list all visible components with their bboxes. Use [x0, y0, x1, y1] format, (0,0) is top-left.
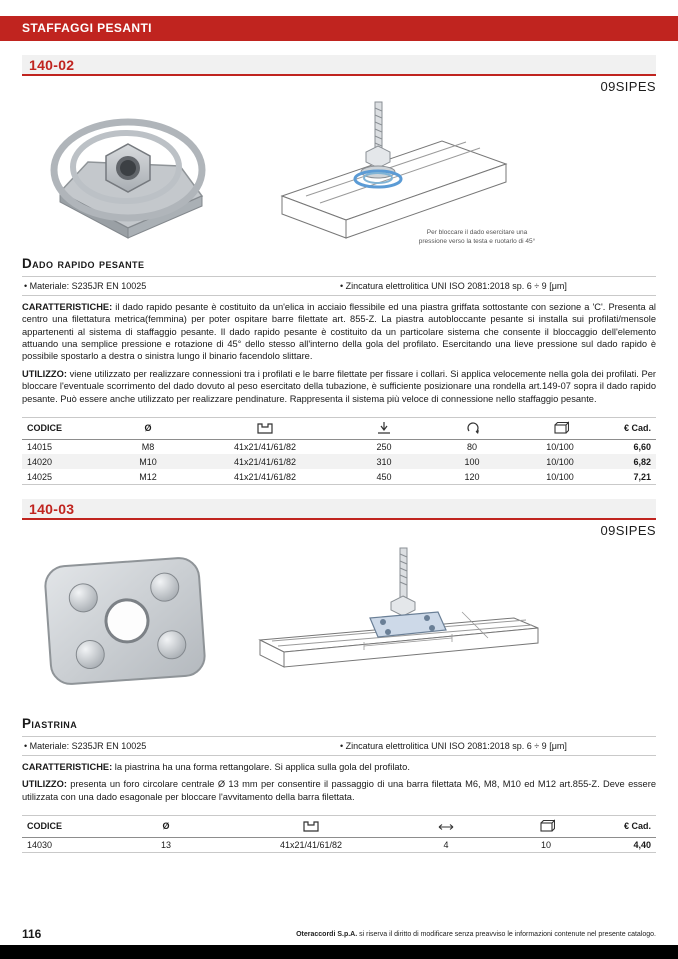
cell-torque: 80 [466, 442, 477, 453]
footer-company: Oteraccordi S.p.A. [296, 930, 358, 938]
col-load [340, 417, 428, 439]
cell-price: 6,60 [633, 442, 651, 453]
col-diameter: Ø [162, 821, 170, 832]
col-diameter: Ø [144, 423, 152, 434]
cell-package: 10/100 [546, 456, 574, 467]
table-header-row [22, 417, 656, 439]
technical-drawing [258, 96, 538, 248]
cell-diameter: M8 [141, 442, 155, 453]
brand-label: 09SIPES [600, 79, 656, 94]
rapid-nut-drawing [258, 96, 538, 248]
product-code-bar [22, 55, 656, 76]
product-title: Dado rapido pesante [22, 256, 145, 271]
material-spec: • Materiale: S235JR EN 10025 [24, 281, 147, 291]
figures-row [22, 540, 656, 708]
col-profile [226, 815, 396, 837]
material-spec: • Materiale: S235JR EN 10025 [24, 740, 147, 751]
product-table [22, 815, 656, 853]
cell-profile: 41x21/41/61/82 [233, 471, 297, 482]
cell-price: 6,82 [633, 456, 651, 467]
footer-note [296, 931, 656, 938]
category-banner: STAFFAGGI PESANTI [0, 16, 678, 41]
utilizzo-text: presenta un foro circolare centrale Ø 13 mm per consentire il passaggio di una barra filettata M6, M8, M10 ed M12 art.855-Z. Deve essere utilizzata con una dado esagonale per bloccare l'avvitamento della barra filettata. [22, 779, 656, 802]
cell-torque: 120 [464, 471, 480, 482]
cell-profile: 41x21/41/61/82 [233, 442, 297, 453]
table-row [22, 454, 656, 469]
cell-codice: 14030 [27, 839, 53, 850]
col-codice: CODICE [27, 423, 63, 434]
drawing-caption: Per bloccare il dado esercitare una pressione verso la testa e ruotarlo di 45° [418, 229, 536, 245]
caratteristiche-paragraph [22, 761, 656, 773]
cell-diameter: M10 [139, 456, 157, 467]
table-row [22, 439, 656, 454]
cell-diameter: 13 [160, 839, 171, 850]
cell-price: 4,40 [633, 839, 651, 850]
cell-codice: 14015 [27, 442, 53, 453]
technical-drawing [252, 540, 542, 708]
product-table [22, 417, 656, 485]
col-torque [428, 417, 516, 439]
rapid-nut-photo [30, 96, 226, 248]
cell-codice: 14025 [27, 471, 53, 482]
cell-load: 250 [376, 442, 392, 453]
col-package [516, 417, 604, 439]
load-arrow-icon [376, 421, 392, 435]
coating-spec: • Zincatura elettrolitica UNI ISO 2081:2018 sp. 6 ÷ 9 [μm] [340, 281, 567, 291]
col-price: € Cad. [623, 821, 651, 832]
plate-photo [30, 540, 220, 702]
col-profile [190, 417, 340, 439]
caratteristiche-paragraph [22, 301, 656, 363]
package-icon [552, 421, 569, 435]
caratteristiche-text: la piastrina ha una forma rettangolare. Si applica sulla gola del profilato. [112, 761, 410, 772]
col-price: € Cad. [623, 423, 651, 434]
utilizzo-label: UTILIZZO: [22, 368, 67, 379]
page-content [0, 55, 678, 853]
table-header-row [22, 815, 656, 837]
product-code: 140-02 [29, 57, 75, 73]
cell-codice: 14020 [27, 456, 53, 467]
coating-spec: • Zincatura elettrolitica UNI ISO 2081:2018 sp. 6 ÷ 9 [μm] [340, 740, 567, 751]
thickness-icon [437, 822, 455, 832]
specs-row [22, 276, 656, 296]
rail-profile-icon [302, 820, 320, 833]
plate-drawing [252, 540, 542, 708]
cell-diameter: M12 [139, 471, 157, 482]
cell-load: 310 [376, 456, 392, 467]
utilizzo-text: viene utilizzato per realizzare connessioni tra i profilati e le barre filettate per fissare i collari. Si applica velocemente nella gola dei profilati. Per bloccare l'eventuale scorrimento del dado dovuto al peso esercitato della tubazione, è sufficiente posizionare una rondella art.149-07 sopra il dado rapido pesante. Può essere anche utilizzato per realizzare pendinature. Rappresenta il sistema più veloce di connessione nello staffaggio pesante. [22, 368, 656, 404]
product-photo [30, 96, 226, 248]
bottom-black-bar [0, 945, 678, 959]
col-codice: CODICE [27, 821, 63, 832]
cell-load: 450 [376, 471, 392, 482]
product-title: Piastrina [22, 715, 78, 731]
cell-thickness: 4 [443, 839, 449, 850]
package-icon [538, 819, 555, 833]
cell-package: 10/100 [546, 442, 574, 453]
cell-package: 10/100 [546, 471, 574, 482]
brand-label: 09SIPES [600, 522, 656, 538]
cell-profile: 41x21/41/61/82 [279, 839, 343, 850]
product-section-140-03 [22, 499, 656, 853]
page-footer [0, 925, 678, 943]
caratteristiche-label: CARATTERISTICHE: [22, 761, 113, 772]
cell-price: 7,21 [633, 471, 651, 482]
specs-row [22, 736, 656, 756]
table-row [22, 837, 656, 852]
product-code: 140-03 [29, 500, 75, 517]
product-code-bar [22, 499, 656, 520]
utilizzo-paragraph [22, 778, 656, 803]
rail-profile-icon [256, 422, 274, 435]
col-thickness [396, 815, 496, 837]
cell-package: 10 [540, 839, 551, 850]
utilizzo-paragraph [22, 368, 656, 405]
product-photo [30, 540, 220, 702]
col-package [496, 815, 596, 837]
product-section-140-02 [22, 55, 656, 485]
caratteristiche-text: il dado rapido pesante è costituito da un'elica in acciaio flessibile ed una piastra griffata sottostante con sezione a 'C'. Presenta al centro una filettatura metrica(femmina) per poter ospitare barre filettate art. 855-Z. La piastra autobloccante pesante si installa sui profilati/mensole appartenenti al sistema di staffaggio pesante. Il dado rapido pesante è costituito da un particolare sistema che consente il bloccaggio dell'elemento attuando una semplice pressione e rotazione di 45° dello stesso all'interno della gola del profilato. Esercitando una lieve pressione sul dado rapido è possibile spostarlo a destra o sinistra lungo il binario facendolo slittare. [22, 302, 656, 362]
figures-row [22, 96, 656, 248]
cell-profile: 41x21/41/61/82 [233, 456, 297, 467]
footer-text: si riserva il diritto di modificare senza preavviso le informazioni contenute nel presente catalogo. [357, 930, 656, 938]
caratteristiche-label: CARATTERISTICHE: [22, 302, 113, 312]
page-number: 116 [22, 927, 42, 941]
torque-icon [465, 421, 480, 435]
cell-torque: 100 [464, 456, 480, 467]
top-margin [0, 0, 678, 16]
utilizzo-label: UTILIZZO: [22, 779, 67, 790]
table-row [22, 469, 656, 484]
